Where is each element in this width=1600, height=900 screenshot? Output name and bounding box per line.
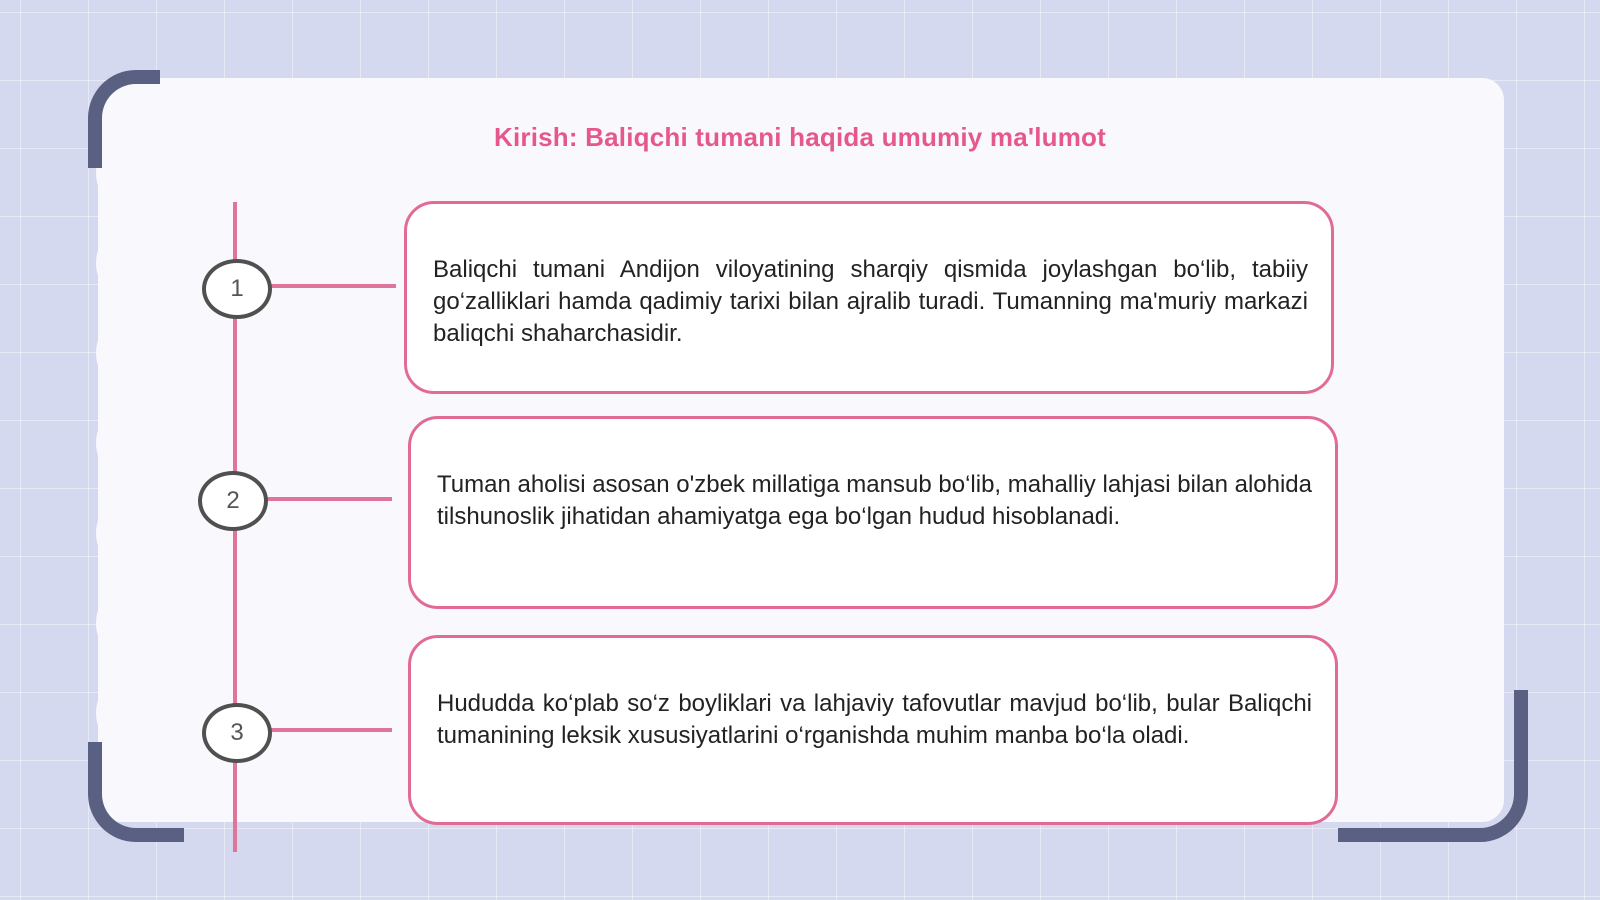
notebook-scallop xyxy=(96,328,126,378)
info-box-1 xyxy=(404,201,1334,394)
notebook-scallop xyxy=(96,508,126,558)
notebook-scallop xyxy=(96,418,126,468)
timeline-node-number: 1 xyxy=(230,275,244,302)
info-box-text: Baliqchi tumani Andijon viloyatining sharqiy qismida joylashgan bo‘lib, tabiiy go‘zalliklari hamda qadimiy tarixi bilan ajralib turadi. Tumanning ma'muriy markazi baliqchi shaharchasidir. xyxy=(433,256,1308,347)
timeline-node-number: 2 xyxy=(226,487,240,514)
notebook-scallop xyxy=(96,688,126,738)
notebook-scallop xyxy=(96,238,126,288)
timeline-connector xyxy=(264,497,392,501)
corner-bracket-top-left xyxy=(88,70,160,168)
slide-title: Kirish: Baliqchi tumani haqida umumiy ma'lumot xyxy=(493,122,1106,152)
timeline-connector xyxy=(268,728,392,732)
corner-bracket-bottom-left xyxy=(88,742,184,842)
timeline-connector xyxy=(268,284,396,288)
info-box-2 xyxy=(408,416,1338,609)
timeline-node-1 xyxy=(202,259,272,319)
corner-bracket-bottom-right xyxy=(1338,690,1528,842)
timeline-node-3 xyxy=(202,703,272,763)
timeline-node-2 xyxy=(198,471,268,531)
timeline-node-number: 3 xyxy=(230,719,244,746)
info-box-3 xyxy=(408,635,1338,825)
info-box-text: Tuman aholisi asosan o'zbek millatiga mansub bo‘lib, mahalliy lahjasi bilan alohida tilshunoslik jihatidan ahamiyatga ega bo‘lgan hudud hisoblanadi. xyxy=(437,471,1312,530)
notebook-scallop xyxy=(96,598,126,648)
info-box-text: Hududda ko‘plab so‘z boyliklari va lahjaviy tafovutlar mavjud bo‘lib, bular Baliqchi tumanining leksik xususiyatlarini o‘rganishda muhim manba bo‘la oladi. xyxy=(437,690,1312,749)
